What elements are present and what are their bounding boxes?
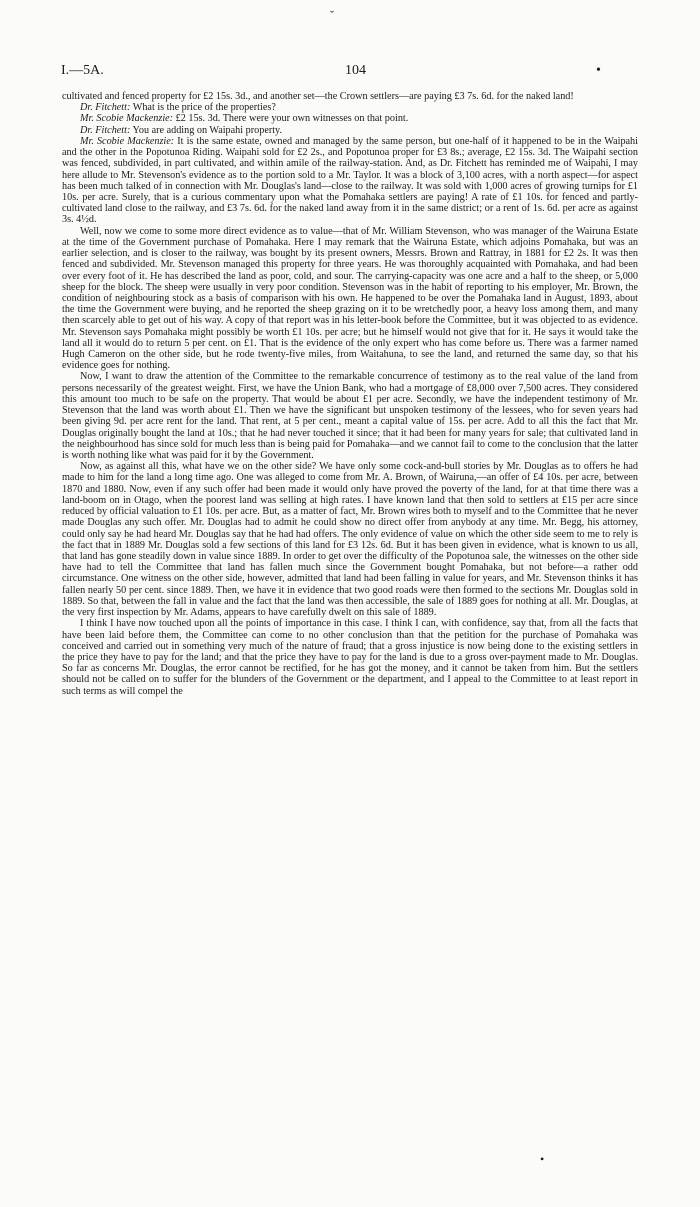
paragraph: Dr. Fitchett: You are adding on Waipahi property. <box>80 124 283 136</box>
body-text <box>62 91 638 697</box>
paragraph: I think I have now touched upon all the points of importance in this case. I think I can, with confidence, say that, from all the facts that have been laid before them, the Committee can come to no other conclusion than that the petition for the purchase of Pomahaka was conceived and carried out in something very much of the nature of fraud; that a gross injustice is now being done to the existing settlers in the price they have to pay for the land; and that the price they have to pay for the land is due to a gross over-payment made to Mr. Douglas. So far as concerns Mr. Douglas, the error cannot be rectified, for he has got the money, and it cannot be taken from him. But the settlers should not be called on to suffer for the blunders of the Government or the department, and I appeal to the Committee to at least report in such terms as will compel the <box>62 618 638 697</box>
scan-speck: ˇ <box>330 8 334 22</box>
paragraph: Mr. Scobie Mackenzie: £2 15s. 3d. There were your own witnesses on that point. <box>80 113 409 125</box>
paragraph: Dr. Fitchett: What is the price of the properties? <box>80 102 276 114</box>
paragraph: Mr. Scobie Mackenzie: It is the same estate, owned and managed by the same person, but one-half of it happened to be in the Waipahi and the other in the Popotunoa Riding. Waipahi sold for £2 2s., and Popotunoa proper for £3 8s.; average, £2 15s. 3d. The Waipahi section was fenced, subdivided, in part cultivated, and within amile of the railway-station. And, as Dr. Fitchett has reminded me of Waipahi, I may here allude to Mr. Stevenson's evidence as to the portion sold to a Mr. Taylor. It was a block of 3,100 acres, with a north aspect—for aspect has been much talked of in connection with Mr. Douglas's land—close to the railway. It was sold with 1,000 acres of growing turnips for £1 10s. per acre. Surely, that is a curious commentary upon what the Pomahaka settlers are paying! A rate of £1 10s. for fenced and partly-cultivated land close to the railway, and £3 7s. 6d. for the naked land away from it in the same district; or a rent of 1s. 6d. per acre as against 3s. 4½d. <box>62 135 638 226</box>
section-reference: I.—5A. <box>61 63 104 78</box>
paragraph: cultivated and fenced property for £2 15s. 3d., and another set—the Crown settlers—are paying £3 7s. 6d. for the naked land! <box>62 91 574 102</box>
speaker-name: Dr. Fitchett: <box>80 124 131 136</box>
speaker-name: Dr. Fitchett: <box>80 102 131 114</box>
paragraph: Now, as against all this, what have we on the other side? We have only some cock-and-bull stories by Mr. Douglas as to offers he had made to him for the land a long time ago. One was alleged to come from Mr. A. Brown, of Wairuna,—an offer of £4 10s. per acre, between 1870 and 1880. Now, even if any such offer had been made it would only have proved the poverty of the land, for at that time there was a land-boom on in Otago, when the poorest land was selling at high rates. I have known land that then sold to settlers at £15 per acre since reduced by official valuation to £1 10s. per acre. But, as a matter of fact, Mr. Brown wires both to myself and to the Committee that he never made Douglas any such offer. Mr. Douglas had to admit he could show no direct offer from anybody at any time. Mr. Begg, his attorney, could only say he had heard Mr. Douglas say that he had had offers. The only evidence of value on which the other side seem to me to rely is the fact that in 1889 Mr. Douglas sold a few sections of this land for £3 12s. 6d. But it has been given in evidence, what is known to us all, that land has gone steadily down in value since 1889. In order to get over the difficulty of the Popotunoa sale, the witnesses on the other side have had to tell the Committee that land has fallen much since the Government bought Pomahaka, but not before—a rather odd circumstance. One witness on the other side, however, admitted that land had been falling in value for years, and Mr. Stevenson thinks it has fallen nearly 50 per cent. since 1889. Then, we have it in evidence that two good roads were then formed to the sections Mr. Douglas sold in 1889. So that, between the fall in value and the fact that the land was then accessible, the sale of 1889 goes for nothing at all. Mr. Douglas, at the very first inspection by Mr. Adams, appears to have carefully dwelt on this sale of 1889. <box>62 461 638 619</box>
speaker-name: Mr. Scobie Mackenzie: <box>80 135 175 147</box>
speaker-name: Mr. Scobie Mackenzie: <box>80 113 174 125</box>
page-number: 104 <box>345 63 366 78</box>
paragraph: Well, now we come to some more direct evidence as to value—that of Mr. William Stevenson, who was manager of the Wairuna Estate at the time of the Government purchase of Pomahaka. Here I may remark that the Wairuna Estate, which adjoins Pomahaka, but was an earlier selection, and is closer to the railway, was bought by its present owners, Messrs. Brown and Rattray, in 1881 for £2 2s. It was then fenced and subdivided. Mr. Stevenson managed this property for three years. He was thoroughly acquainted with Pomahaka, and had been over every foot of it. He has described the land as poor, cold, and sour. The carrying-capacity was one acre and a half to the sheep, or 5,000 sheep for the block. The sheep were usually in very poor condition. Stevenson was in the habit of reporting to his employer, Mr. Brown, the condition of neighbouring stock as a basis of comparison with his own. He happened to be over the Pomahaka land in August, 1893, about the time the Government were buying, and he reported the sheep grazing on it to be wretchedly poor, a heavy loss among them, and many then scarcely able to get out of his way. A copy of that report was in his letter-book before the Committee, but it was objected to as evidence. Mr. Stevenson says Pomahaka might possibly be worth £1 10s. per acre; but he himself would not give that for it. He says it would take the land all it would do to return 5 per cent. on £1. That is the evidence of the only expert who has come before us. There was a farmer named Hugh Cameron on the other side, but he rode twenty-five miles, from Waitahuna, to see the land, and returned the same day, so that his evidence goes for nothing. <box>62 225 638 372</box>
scan-speck: • <box>540 1152 545 1166</box>
header-mark: • <box>596 63 601 78</box>
page-header <box>61 63 621 81</box>
paragraph: Now, I want to draw the attention of the Committee to the remarkable concurrence of testimony as to the real value of the land from persons necessarily of the greatest weight. First, we have the Union Bank, who had a mortgage of £8,000 over 7,500 acres. They considered this amount too much to be safe on the property. That would be about £1 per acre. Secondly, we have the independent testimony of Mr. Stevenson that the land was worth about £1. Then we have the significant but unspoken testimony of the lessees, who for seven years had been giving 9d. per acre rent for the land. That rent, at 5 per cent., meant a capital value of 15s. per acre. Add to all this the fact that Mr. Douglas originally bought the land at 10s.; that he had never touched it since; that it had been for many years for sale; that cultivated land in the neighbourhood has since sold for much less than is being paid for Pomahaka—and we cannot fail to come to the conclusion that the latter is worth nothing like what was paid for it by the Government. <box>62 371 639 461</box>
